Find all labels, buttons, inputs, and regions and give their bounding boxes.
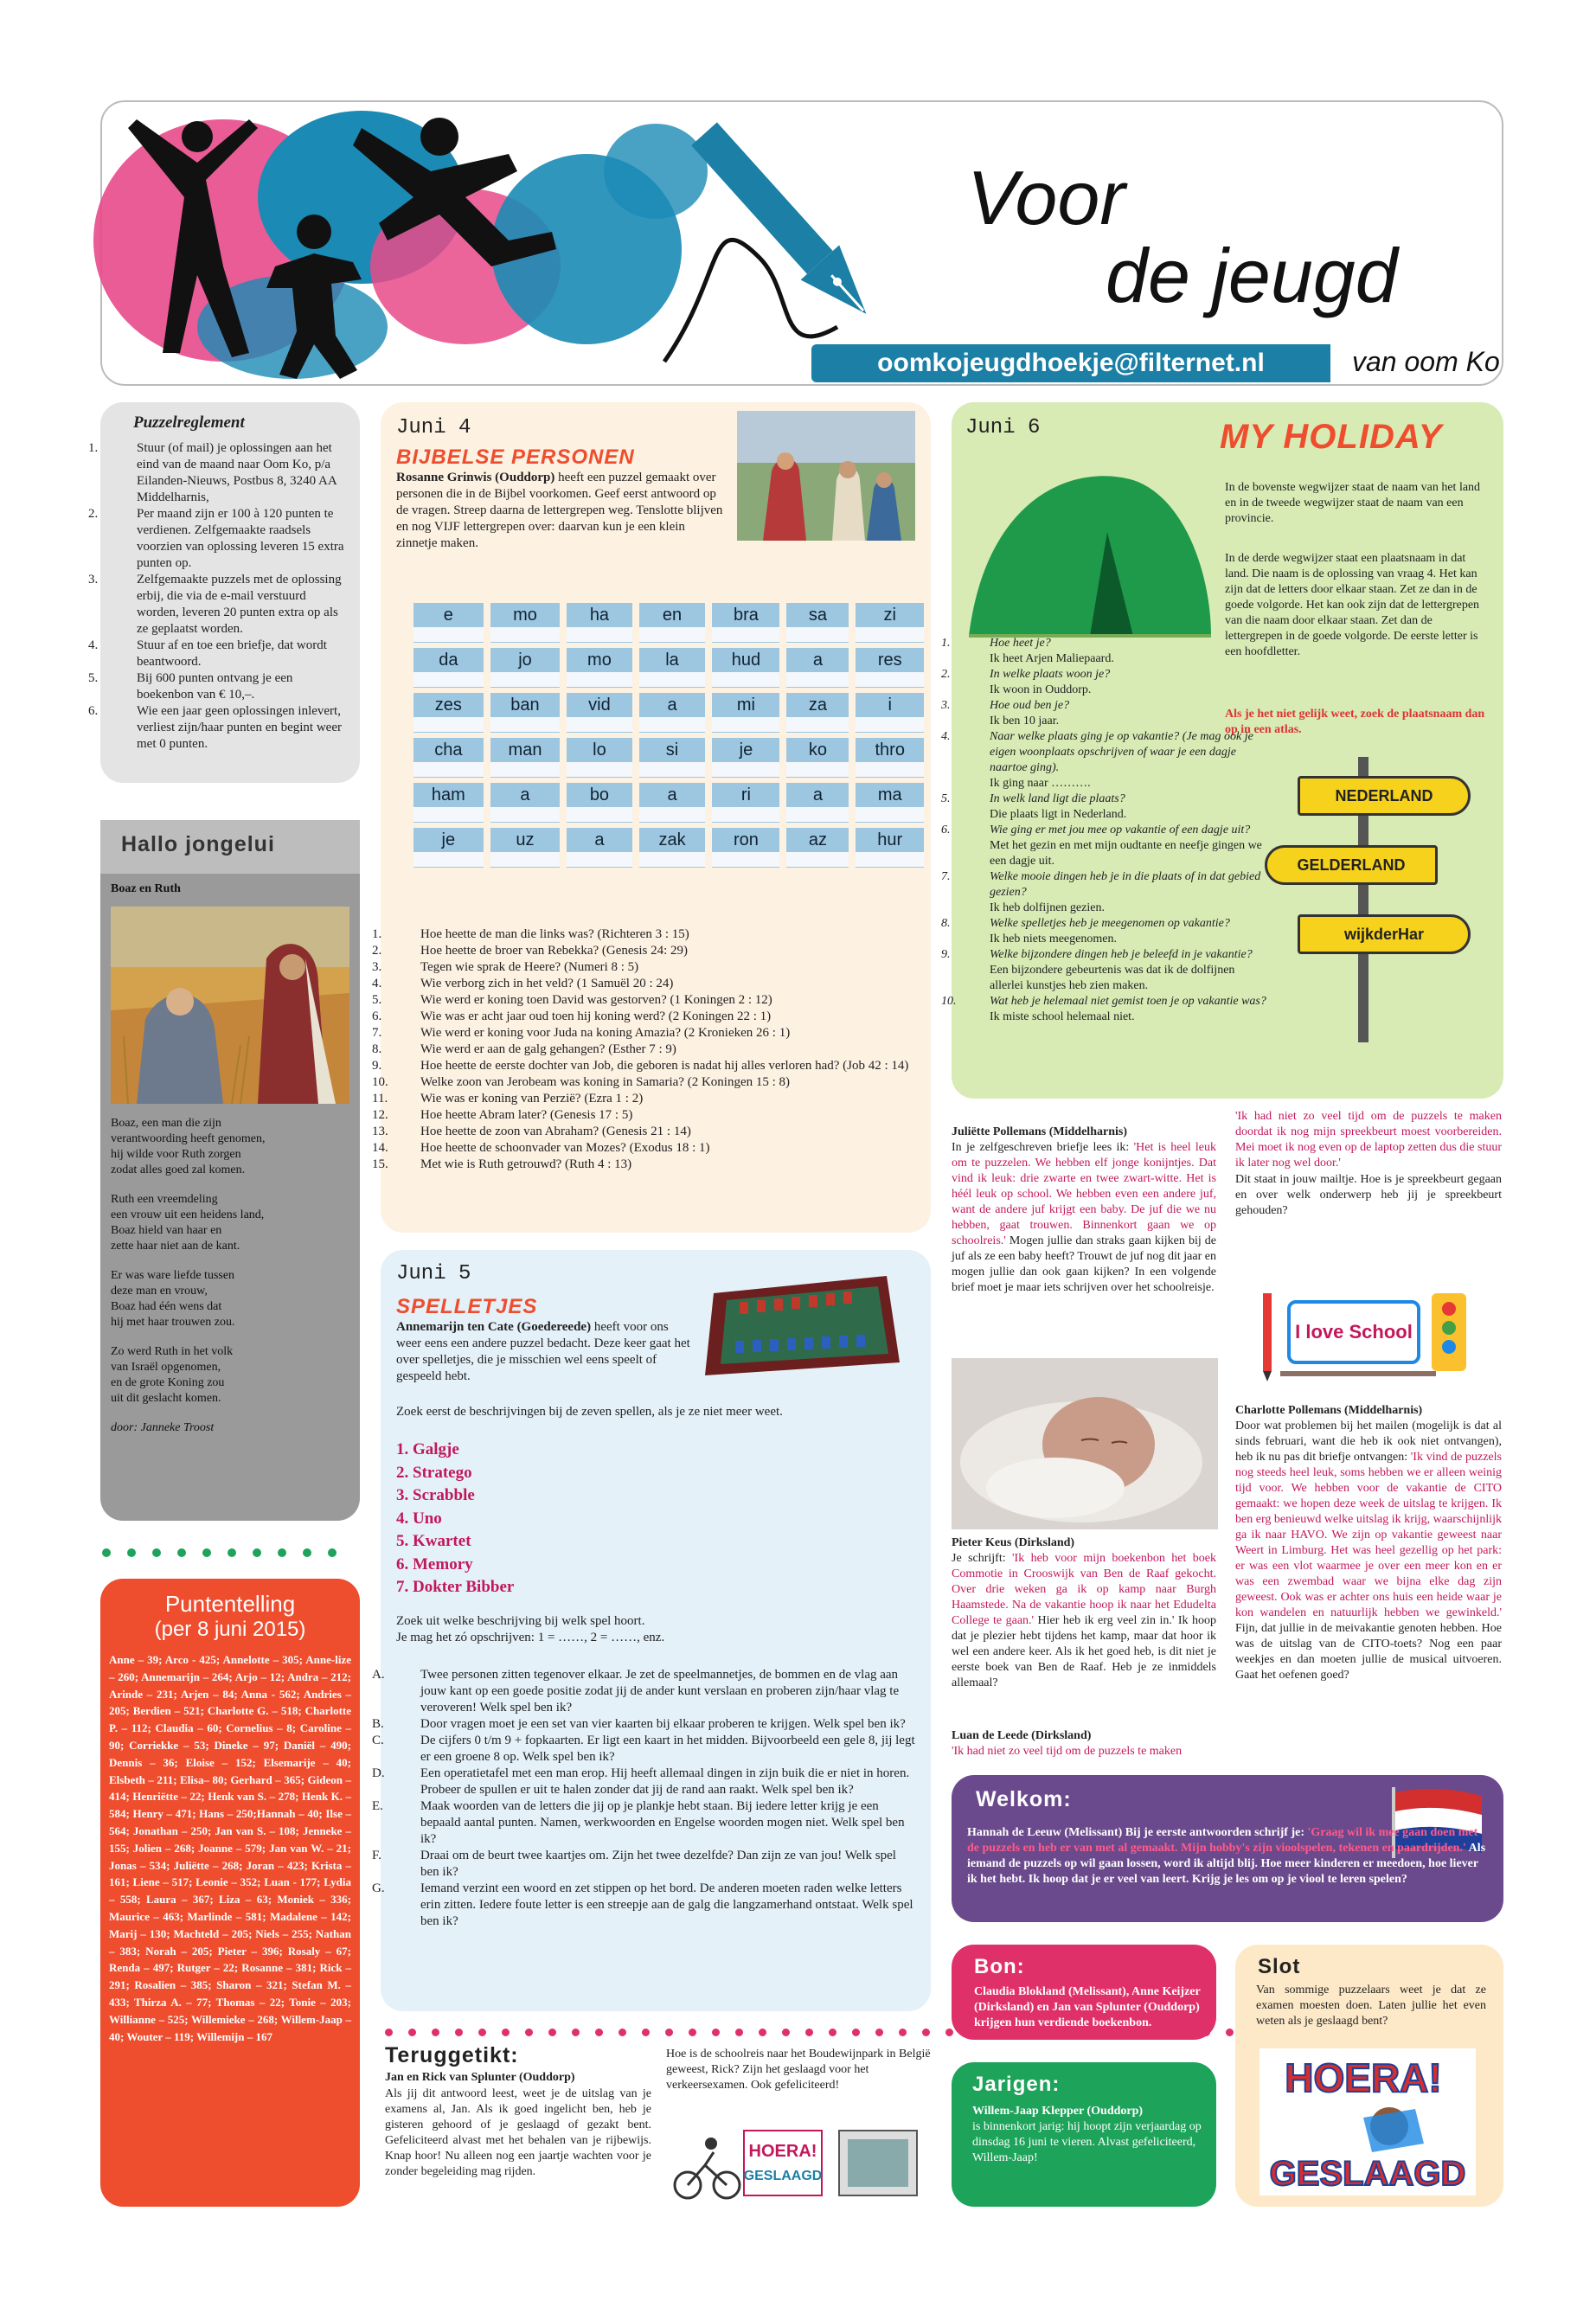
grid-cell: zak (639, 828, 706, 852)
stratego-board-illustration (696, 1267, 904, 1380)
header-byline: van oom Ko (1352, 346, 1500, 377)
juni6-text2: In de derde wegwijzer staat een plaatsnaam in dat land. Die naam is de oplossing van vraag 4. Het kan zijn dat de letters door elkaar staan. Zet ze dan in de goede volgorde. Het kan ook zijn dat de lettergrepen van die naam door elkaar staan. Zet dan de lettergrepen in de goede volgorde. De eerste letter is een hoofdletter. (1225, 552, 1480, 658)
game-item: 4. Uno (396, 1509, 442, 1528)
slot-image-top: HOERA! (1285, 2055, 1442, 2100)
grid-answer-cell[interactable] (490, 762, 561, 778)
welkom-title: Welkom: (976, 1787, 1072, 1811)
grid-answer-cell[interactable] (856, 807, 924, 823)
grid-answer-row (413, 762, 924, 778)
grid-answer-cell[interactable] (856, 762, 924, 778)
qa-item: 7. Welke mooie dingen heb je in die plaats of in dat gebied gezien? Ik heb dolfijnen gezien. (941, 870, 1261, 914)
grid-answer-cell[interactable] (786, 807, 849, 823)
qa-item: 10. Wat heb je helemaal niet gemist toen je op vakantie was? Ik miste school helemaal niet. (941, 995, 1266, 1023)
grid-answer-cell[interactable] (712, 852, 779, 868)
small-sign-top: HOERA! (748, 2142, 817, 2161)
header-banner (100, 100, 1503, 386)
grid-answer-cell[interactable] (413, 672, 484, 688)
bon-title: Bon: (974, 1955, 1025, 1978)
grid-cell: sa (786, 603, 849, 627)
small-sign-bottom: GESLAAGD (743, 2169, 823, 2183)
description-item: G. Iemand verzint een woord en zet stippen op het bord. De anderen moeten raden welke letters erin zitten. Iedere foute letter is een streepje aan de galg die langzamerhand ontstaat. Welk spel ben ik? (372, 1881, 913, 1928)
grid-cell: en (639, 603, 706, 627)
hoera-geslaagd-small-illustration (666, 2118, 934, 2204)
list-item: 4. Stuur af en toe een briefje, dat wordt beantwoord. (88, 638, 327, 669)
description-item: A. Twee personen zitten tegenover elkaar. Je zet de speelmannetjes, de bommen en de vlag aan jouw kant op een goede positie zodat jij de ander kunt verslaan en proberen zijn/haar vlag te veroveren! Welk spel ben ik? (372, 1668, 900, 1715)
game-item: 3. Scrabble (396, 1486, 475, 1504)
grid-answer-cell[interactable] (567, 852, 631, 868)
luan-answer: Dit staat in jouw mailtje. Hoe is je spreekbeurt gegaan en over welk onderwerp heb jij je spreekbeurt gehouden? (1235, 1173, 1502, 1217)
grid-answer-cell[interactable] (712, 717, 779, 733)
grid-answer-cell[interactable] (567, 717, 631, 733)
grid-answer-cell[interactable] (639, 672, 706, 688)
grid-cell: lo (567, 738, 631, 762)
grid-cell: je (712, 738, 779, 762)
grid-cell: la (639, 648, 706, 672)
grid-answer-cell[interactable] (567, 762, 631, 778)
grid-cell: a (490, 783, 561, 807)
email-link[interactable]: oomkojeugdhoekje@filternet.nl (811, 344, 1330, 382)
grid-answer-row (413, 672, 924, 688)
grid-row (413, 738, 924, 762)
grid-row (413, 648, 924, 672)
grid-cell: e (413, 603, 484, 627)
slot-box (1235, 1945, 1503, 2207)
reglement-box (88, 402, 360, 783)
grid-answer-cell[interactable] (490, 852, 561, 868)
grid-cell: hur (856, 828, 924, 852)
grid-row (413, 693, 924, 717)
list-item: 5. Bij 600 punten ontvang je een boekenbon van € 10,–. (88, 671, 293, 702)
grid-cell: a (786, 783, 849, 807)
signpost-place: wijkderHar (1298, 914, 1471, 954)
charlotte-letter: Charlotte Pollemans (Middelharnis) Door wat problemen bij het mailen (mogelijk is dat al sinds februari, want die heb ik ook niet ontvangen), heb ik nu pas dit briefje ontvangen: 'Ik vind de puzzels nog steeds heel leuk, soms hebben we er alleen weinig tijd voor. We hebben voor de vakantie de CITO gemaakt: we hopen deze week de uitslag te krijgen. Ik ben erg benieuwd welke uitslag ik krijg, waarschijnlijk ga ik naar HAVO. We zijn op vakantie geweest naar Weert in Limburg. Het was heel gezellig op het park: er was een vlot waarmee je over een meer kon en er was een zwembad waar we bijna elke dag zijn geweest. Ook was er achter ons huis een heide waar je kon wandelen en natuurlijk hebben we gewinkeld.' Fijn, dat jullie in de meivakantie genoten hebben. Hoe was de uitslag van de CITO-toets? Nog een paar weekjes en dan moeten jullie de musical uitvoeren. Gaat het oefenen goed? (1235, 1404, 1502, 1682)
list-item: 1. Hoe heette de man die links was? (Richteren 3 : 15) (372, 927, 689, 941)
qa-item: 5. In welk land ligt die plaats? Die plaats ligt in Nederland. (941, 792, 1127, 821)
list-item: 3. Tegen wie sprak de Heere? (Numeri 8 : 5) (372, 960, 639, 974)
list-item: 15. Met wie is Ruth getrouwd? (Ruth 4 : 13) (372, 1157, 632, 1171)
juni5-date: Juni 5 (396, 1262, 471, 1285)
juni4-intro: Rosanne Grinwis (Ouddorp) heeft een puzzel gemaakt over personen die in de Bijbel voorkomen. Geef eerst antwoord op de vragen. Streep daarna de lettergrepen weg. Tenslotte blijven en nog VIJF lettergrepen over: daarvan kun je een klein zinnetje maken. (396, 471, 723, 550)
grid-answer-cell[interactable] (786, 852, 849, 868)
juni6-qa-list (941, 636, 1268, 1025)
grid-cell: je (413, 828, 484, 852)
list-item: 10. Welke zoon van Jerobeam was koning in Samaria? (2 Koningen 15 : 8) (372, 1075, 791, 1089)
grid-answer-cell[interactable] (639, 762, 706, 778)
bon-box (952, 1945, 1216, 2040)
juni4-title: BIJBELSE PERSONEN (396, 445, 635, 469)
juni4-questions (372, 926, 915, 1173)
game-item: 6. Memory (396, 1554, 473, 1574)
list-item: 2. Hoe heette de broer van Rebekka? (Genesis 24: 29) (372, 944, 689, 958)
luan-letter: 'Ik had niet zo veel tijd om de puzzels te maken doordat ik nog mijn spreekbeurt moest voorbereiden. Mei moet ik nog even op de laptop zetten dus die stuur ik later nog wel door.' (1235, 1110, 1502, 1170)
grid-answer-cell[interactable] (856, 717, 924, 733)
grid-cell: bra (712, 603, 779, 627)
dots-divider (102, 1546, 362, 1556)
list-item: 4. Wie verborg zich in het veld? (1 Samuël 20 : 24) (372, 977, 674, 990)
bible-scene-illustration (737, 411, 915, 541)
game-item: 1. Galgje (396, 1440, 459, 1458)
hallo-poem: Boaz, een man die zijn verantwoording heeft genomen, hij wilde voor Ruth zorgen zodat alles goed zal komen. Ruth een vreemdeling een vrouw uit een heidens land, Boaz hield van haar en zette haar niet aan de kant. Er was ware liefde tussen deze man en vrouw, Boaz had één wens dat hij met haar trouwen zou. Zo werd Ruth in het volk van Israël opgenomen, en de grote Koning zou uit dit geslacht komen. door: Janneke Troost (111, 1116, 349, 1436)
grid-cell: zes (413, 693, 484, 717)
grid-answer-row (413, 807, 924, 823)
grid-answer-cell[interactable] (490, 807, 561, 823)
grid-cell: mo (567, 648, 631, 672)
reglement-title: Puzzelreglement (133, 413, 245, 432)
qa-item: 9. Welke bijzondere dingen heb je beleefd in je vakantie? Een bijzondere gebeurtenis was dat ik de dolfijnen allerlei kunstjes heb zien maken. (941, 948, 1253, 992)
header-title-line1: Voor (967, 155, 1125, 240)
grid-cell: az (786, 828, 849, 852)
julie-letter: Juliëtte Pollemans (Middelharnis) In je zelfgeschreven briefje lees ik: 'Het is heel leuk om te puzzelen. We hebben elf jonge konijntjes. Dat vind ik leuk: drie zwarte en twee zwart-witte. Het is héél leuk op school. We hebben even een andere juf, want de andere juf krijgt een baby. De juf die we nu hebben, gaat trouwen. Binnenkort gaan we op schoolreis.' Mogen jullie dan straks gaan kijken bij de juf als ze een baby heeft? Trouwt de juf nog dit jaar en mogen jullie dan ook gaan kijken? In een volgende brief moet je maar iets schrijven over het schoolreisje. (952, 1125, 1216, 1294)
school-sign-text: I love School (1295, 1321, 1413, 1343)
grid-answer-cell[interactable] (413, 762, 484, 778)
grid-answer-cell[interactable] (413, 717, 484, 733)
description-item: E. Maak woorden van de letters die jij op je plankje hebt staan. Bij iedere letter krijg je een bepaald aantal punten. Namen, werkwoorden en Engelse woorden mogen niet. Welk spel ben ik? (372, 1799, 905, 1846)
juni6-date: Juni 6 (965, 416, 1041, 439)
grid-cell: zi (856, 603, 924, 627)
juni5-intro: Annemarijn ten Cate (Goedereede) heeft voor ons weer eens een andere puzzel bedacht. Deze keer gaat het over spelletjes, die je misschien wel eens speelt of gespeeld hebt. (396, 1320, 690, 1383)
grid-cell: res (856, 648, 924, 672)
list-item: 6. Wie was er acht jaar oud toen hij koning werd? (2 Koningen 22 : 1) (372, 1009, 772, 1023)
punten-subtitle: (per 8 juni 2015) (154, 1618, 306, 1641)
jarigen-box (952, 2062, 1216, 2207)
grid-answer-cell[interactable] (639, 807, 706, 823)
juni6-note: Als je het niet gelijk weet, zoek de plaatsnaam dan op in een atlas. (1225, 708, 1485, 736)
grid-answer-cell[interactable] (413, 807, 484, 823)
grid-cell: man (490, 738, 561, 762)
jarigen-title: Jarigen: (972, 2073, 1061, 2096)
grid-answer-cell[interactable] (567, 807, 631, 823)
list-item: 7. Wie werd er koning voor Juda na koning Amazia? (2 Kronieken 26 : 1) (372, 1026, 791, 1040)
grid-answer-cell[interactable] (639, 852, 706, 868)
juni6-box (941, 402, 1503, 1099)
slot-text: Van sommige puzzelaars weet je dat ze examen moesten doen. Laten jullie het even weten als je geslaagd bent? (1256, 1984, 1486, 2028)
grid-cell: za (786, 693, 849, 717)
qa-item: 6. Wie ging er met jou mee op vakantie of een dagje uit? Met het gezin en met mijn oudtante en neefje gingen we een dagje uit. (941, 824, 1262, 868)
grid-cell: ban (490, 693, 561, 717)
signpost-country: NEDERLAND (1298, 776, 1471, 816)
grid-answer-cell[interactable] (712, 762, 779, 778)
qa-item: 2. In welke plaats woon je? Ik woon in Ouddorp. (941, 668, 1111, 696)
grid-cell: ham (413, 783, 484, 807)
grid-cell: ma (856, 783, 924, 807)
hallo-subtitle: Boaz en Ruth (111, 882, 181, 895)
grid-answer-cell[interactable] (639, 627, 706, 643)
jarigen-name: Willem-Jaap Klepper (Ouddorp) (972, 2105, 1144, 2118)
juni5-title: SPELLETJES (396, 1295, 538, 1318)
grid-cell: bo (567, 783, 631, 807)
grid-answer-cell[interactable] (490, 627, 561, 643)
hallo-title: Hallo jongelui (121, 832, 275, 856)
grid-answer-cell[interactable] (856, 672, 924, 688)
grid-cell: hud (712, 648, 779, 672)
list-item: 13. Hoe heette de zoon van Abraham? (Genesis 21 : 14) (372, 1125, 691, 1138)
grid-cell: a (639, 783, 706, 807)
reglement-list (88, 440, 348, 753)
qa-item: 8. Welke spelletjes heb je meegenomen op vakantie? Ik heb niets meegenomen. (941, 917, 1230, 945)
qa-item: 1. Hoe heet je? Ik heet Arjen Maliepaard. (941, 637, 1114, 665)
juni6-title: MY HOLIDAY (1220, 418, 1443, 456)
baby-photo (952, 1358, 1218, 1529)
list-item: 6. Wie een jaar geen oplossingen inlevert, verliest zijn/haar punten en begint weer met 0 punten. (88, 704, 342, 751)
luan-quote-start: 'Ik had niet zo veel tijd om de puzzels te maken (952, 1745, 1183, 1758)
pieter-letter: Pieter Keus (Dirksland) Je schrijft: 'Ik heb voor mijn boekenbon het boek Commotie in Crooswijk van Ben de Raaf gekocht. Over drie weken ga ik op kamp naar Burgh Haamstede. Na de vakantie hoop ik naar het Edudelta College te gaan.' Hier heb ik erg veel zin in.' Ik hoop dat je plezier hebt tijdens het kamp, maar dat hoor ik wel een andere keer. Als ik het goed heb, is dit niet je eerste boek van Ben de Raaf. Heb je ze inmiddels allemaal? (952, 1536, 1216, 1689)
list-item: 3. Zelfgemaakte puzzels met de oplossing erbij, die via de e-mail verstuurd worden, leveren 20 punten extra op als ze geplaatst worden. (88, 573, 342, 636)
grid-row (413, 783, 924, 807)
grid-answer-cell[interactable] (712, 672, 779, 688)
grid-answer-cell[interactable] (712, 627, 779, 643)
dots-divider (385, 2025, 939, 2035)
grid-answer-cell[interactable] (856, 627, 924, 643)
description-item: B. Door vragen moet je een set van vier kaarten bij elkaar proberen te krijgen. Welk spel ben ik? (372, 1717, 906, 1731)
teruggetikt-text2: Hoe is de schoolreis naar het Boudewijnpark in België geweest, Rick? Zijn het geslaagd voor het verkeersexamen. Ook gefeliciteerd! (666, 2048, 931, 2092)
grid-cell: mo (490, 603, 561, 627)
grid-answer-cell[interactable] (786, 672, 849, 688)
teruggetikt-title: Teruggetikt: (385, 2043, 519, 2067)
slot-title: Slot (1258, 1955, 1301, 1978)
syllable-grid (407, 603, 931, 873)
qa-item: 3. Hoe oud ben je? Ik ben 10 jaar. (941, 699, 1070, 727)
grid-cell: thro (856, 738, 924, 762)
hoera-geslaagd-illustration (1259, 2048, 1476, 2195)
juni5-instruction2: Zoek uit welke beschrijving bij welk spel hoort. Je mag het zó opschrijven: 1 = ……, 2 = ……, enz. (396, 1614, 665, 1644)
grid-cell: uz (490, 828, 561, 852)
grid-answer-cell[interactable] (786, 627, 849, 643)
games-list (396, 1439, 514, 1599)
grid-cell: mi (712, 693, 779, 717)
grid-cell: jo (490, 648, 561, 672)
list-item: 11. Wie was er koning van Perzië? (Ezra 1 : 2) (372, 1092, 644, 1106)
list-item: 5. Wie werd er koning toen David was gestorven? (1 Koningen 2 : 12) (372, 993, 772, 1007)
grid-cell: cha (413, 738, 484, 762)
grid-answer-cell[interactable] (413, 852, 484, 868)
welkom-box (952, 1775, 1503, 1922)
game-item: 5. Kwartet (396, 1532, 471, 1550)
juni6-text1: In de bovenste wegwijzer staat de naam van het land en in de tweede wegwijzer staat de naam van een provincie. (1225, 481, 1481, 525)
header-title-line2: de jeugd (1106, 233, 1398, 318)
slot-image-bottom: GESLAAGD (1269, 2155, 1466, 2193)
grid-cell: ri (712, 783, 779, 807)
bon-text: Claudia Blokland (Melissant), Anne Keijzer (Dirksland) en Jan van Splunter (Ouddorp) krijgen hun verdiende boekenbon. (974, 1985, 1201, 2029)
description-item: F. Draai om de beurt twee kaartjes om. Zijn het twee dezelfde? Dan zijn ze van jou! Welk spel ben ik? (372, 1849, 896, 1879)
grid-answer-cell[interactable] (639, 717, 706, 733)
hallo-box (100, 820, 360, 1521)
grid-cell: ron (712, 828, 779, 852)
grid-cell: i (856, 693, 924, 717)
description-item: D. Een operatietafel met een man erop. Hij heeft allemaal dingen in zijn buik die er niet in horen. Probeer de spullen er uit te halen zonder dat jij de rand aan raakt. Welk spel ben ik? (372, 1766, 910, 1797)
luan-name: Luan de Leede (Dirksland) (952, 1729, 1092, 1742)
grid-cell: a (639, 693, 706, 717)
grid-cell: si (639, 738, 706, 762)
grid-cell: a (786, 648, 849, 672)
descriptions-list (372, 1667, 915, 1930)
juni5-instruction: Zoek eerst de beschrijvingen bij de zeven spellen, als je ze niet meer weet. (396, 1405, 783, 1419)
grid-row (413, 603, 924, 627)
grid-answer-cell[interactable] (413, 627, 484, 643)
game-item: 2. Stratego (396, 1463, 472, 1482)
grid-row (413, 828, 924, 852)
grid-answer-cell[interactable] (490, 717, 561, 733)
jarigen-text: is binnenkort jarig: hij hoopt zijn verjaardag op dinsdag 16 juni te vieren. Alvast gefeliciteerd, Willem-Jaap! (972, 2120, 1202, 2164)
grid-cell: ha (567, 603, 631, 627)
grid-cell: ko (786, 738, 849, 762)
grid-cell: a (567, 828, 631, 852)
teruggetikt-text: Als jij dit antwoord leest, weet je de uitslag van je examens al, Jan. Als ik goed ingelicht ben, heb je gisteren gehoord of je geslaagd of gezakt bent. Gefeliciteerd alvast met het behalen van je rijbewijs. Knap hoor! Nu alleen nog een jaartje wachten voor je zonder begeleiding mag rijden. (385, 2087, 651, 2178)
punten-box (100, 1579, 360, 2207)
list-item: 1. Stuur (of mail) je oplossingen aan het eind van de maand naar Oom Ko, p/a Eilanden-Nieuws, Postbus 8, 3240 AA Middelharnis, (88, 441, 337, 504)
list-item: 12. Hoe heette Abram later? (Genesis 17 : 5) (372, 1108, 633, 1122)
list-item: 9. Hoe heette de eerste dochter van Job, die geboren is nadat hij alles verloren had? (Job 42 : 14) (372, 1059, 909, 1073)
tent-illustration (960, 445, 1220, 644)
punten-text: Anne – 39; Arco - 425; Annelotte – 305; Anne-lize – 260; Annemarijn – 264; Arjo – 12; Andra – 212; Arinde – 231; Arjen – 84; Anna - 562; Andries – 205; Berdien – 521; Charlotte G. – 518; Charlotte P. – 112; Claudia – 60; Cornelius – 8; Caroline – 90; Corriekke – 53; Dineke – 97; Daniël – 490; Dennis – 36; Eloise – 152; Elsemarije – 40; Elsbeth – 211; Elisa– 80; Gerhard – 365; Gideon – 414; Henriëtte – 22; Henk van S. – 278; Henk K. – 584; Henry – 471; Hans – 250;Hannah – 40; Ilse – 564; Jonathan – 250; Jan van S. – 108; Jenneke – 155; Jolien – 268; Joanne – 579; Jan van W. – 21; Jonas – 534; Juliëtte – 268; Joran – 423; Krista – 161; Liene – 517; Leonie – 352; Luan - 177; Lydia – 558; Laura – 367; Liza – 63; Moniek – 336; Maurice – 463; Marlinde – 581; Madalene – 142; Marij – 130; Machteld – 205; Niels – 255; Nathan – 383; Norah – 205; Pieter – 396; Rosaly – 67; Renda – 497; Rutger – 22; Rosanne – 381; Rick – 291; Rosalien – 385; Sharon – 321; Stefan M. – 433; Thirza A. – 77; Thomas – 22; Tonie – 203; Willianne – 525; Willemieke – 268; Willem-Jaap – 40; Wouter – 119; Willemijn – 167 (109, 1653, 351, 2043)
list-item: 8. Wie werd er aan de galg gehangen? (Esther 7 : 9) (372, 1042, 676, 1056)
teruggetikt-section (385, 2043, 939, 2216)
grid-answer-cell[interactable] (490, 672, 561, 688)
grid-answer-cell[interactable] (567, 672, 631, 688)
game-item: 7. Dokter Bibber (396, 1578, 515, 1596)
grid-answer-cell[interactable] (567, 627, 631, 643)
juni5-box (372, 1250, 931, 2011)
grid-answer-row (413, 852, 924, 868)
grid-answer-cell[interactable] (786, 762, 849, 778)
hallo-author: door: Janneke Troost (111, 1421, 215, 1434)
grid-answer-row (413, 627, 924, 643)
grid-answer-row (413, 717, 924, 733)
juni4-box (372, 402, 931, 1233)
punten-title: Puntentelling (164, 1591, 296, 1617)
grid-cell: da (413, 648, 484, 672)
qa-item: 4. Naar welke plaats ging je op vakantie? (Je mag ook je eigen woonplaats opschrijven of waar je een dagje naartoe ging). Ik ging naar ………. (941, 730, 1253, 790)
school-supplies-illustration (1254, 1285, 1488, 1384)
grid-answer-cell[interactable] (786, 717, 849, 733)
grid-answer-cell[interactable] (712, 807, 779, 823)
signpost-province: GELDERLAND (1265, 845, 1438, 885)
juni4-date: Juni 4 (396, 416, 471, 439)
description-item: C. De cijfers 0 t/m 9 + fopkaarten. Er ligt een kaart in het midden. Bijvoorbeeld een gele 8, jij legt er een groene 8 op. Welk spel ben ik? (372, 1734, 915, 1764)
boaz-ruth-illustration (111, 907, 349, 1104)
list-item: 2. Per maand zijn er 100 à 120 punten te verdienen. Zelfgemaakte raadsels voorzien van oplossing leveren 15 extra punten op. (88, 507, 344, 570)
welkom-text: Hannah de Leeuw (Melissant) Bij je eerste antwoorden schrijf je: 'Graag wil ik mee gaan doen met de puzzels en heb er van met al gemaakt. Mijn hobby's zijn vioolspelen, tekenen en paardrijden.' Als iemand de puzzels op wil gaan lossen, word ik altijd blij. Hoe meer kinderen er meedoen, hoe liever ik het hebt. Ik hoop dat je er veel van leert. Krijg je les om op je viool te leren spelen? (967, 1826, 1486, 1886)
list-item: 14. Hoe heette de schoonvader van Mozes? (Exodus 18 : 1) (372, 1141, 710, 1155)
grid-cell: vid (567, 693, 631, 717)
teruggetikt-name: Jan en Rick van Splunter (Ouddorp) (385, 2071, 575, 2084)
grid-answer-cell[interactable] (856, 852, 924, 868)
